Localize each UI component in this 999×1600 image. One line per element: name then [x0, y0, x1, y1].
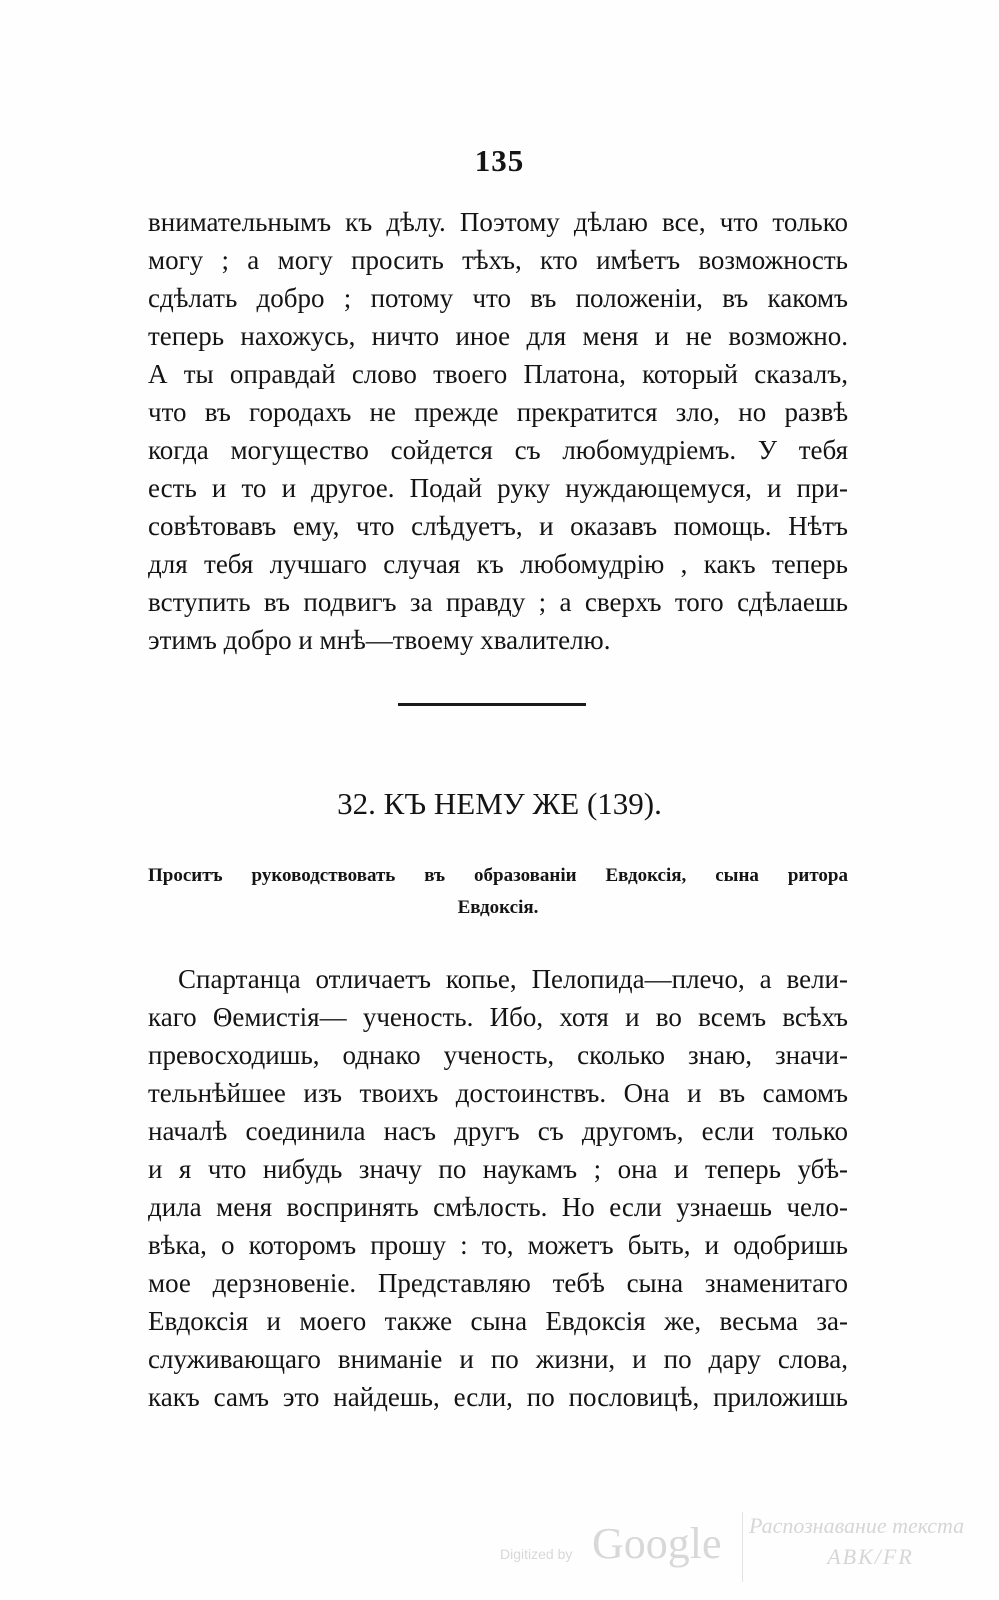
ocr-watermark-title: Распознавание текста — [749, 1513, 965, 1538]
text-line: дила меня воспринять смѣлость. Но если узнаешь чело- — [148, 1192, 848, 1222]
text-line: этимъ добро и мнѣ—твоему хвалителю. — [148, 625, 611, 655]
text-line: какъ самъ это найдешь, если, по пословицѣ, приложишь — [148, 1382, 848, 1412]
text-line: могу ; а могу просить тѣхъ, кто имѣетъ возможность — [148, 245, 848, 275]
text-line: мое дерзновеніе. Представляю тебѣ сына знаменитаго — [148, 1268, 848, 1298]
digitized-by-label: Digitized by — [500, 1546, 573, 1562]
text-line: А ты оправдай слово твоего Платона, который сказалъ, — [148, 359, 848, 389]
text-line: сдѣлать добро ; потому что въ положеніи, въ какомъ — [148, 283, 848, 313]
text-line: и я что нибудь значу по наукамъ ; она и теперь убѣ- — [148, 1154, 848, 1184]
summary-line: Проситъ руководствовать въ образованіи Евдоксія, сына ритора — [148, 865, 848, 886]
text-line: началѣ соединила насъ другъ съ другомъ, если только — [148, 1116, 848, 1146]
page-number: 135 — [474, 143, 525, 178]
summary-line: Евдоксія. — [457, 897, 539, 918]
google-watermark — [500, 1518, 730, 1578]
ocr-watermark — [742, 1512, 992, 1582]
text-line: когда могущество сойдется съ любомудріемъ. У тебя — [148, 435, 848, 465]
text-line: служивающаго вниманіе и по жизни, и по дару слова, — [148, 1344, 848, 1374]
text-line: внимательнымъ къ дѣлу. Поэтому дѣлаю все, что только — [148, 207, 848, 237]
text-line: теперь нахожусь, ничто иное для меня и не возможно. — [148, 321, 848, 351]
text-line: что въ городахъ не прежде прекратится зло, но развѣ — [148, 397, 848, 427]
text-line: Спартанца отличаетъ копье, Пелопида—плечо, а вели- — [178, 964, 848, 994]
letter-heading: 32. КЪ НЕМУ ЖЕ (139). — [337, 786, 662, 821]
text-line: есть и то и другое. Подай руку нуждающемуся, и при- — [148, 473, 848, 503]
text-line: превосходишь, однако ученость, сколько знаю, значи- — [148, 1040, 848, 1070]
text-line: вступить въ подвигъ за правду ; а сверхъ того сдѣлаешь — [148, 587, 848, 617]
text-line: Евдоксія и моего также сына Евдоксія же, весьма за- — [148, 1306, 848, 1336]
section-divider — [398, 703, 586, 706]
text-line: каго Θемистія— ученость. Ибо, хотя и во всемъ всѣхъ — [148, 1002, 848, 1032]
text-line: для тебя лучшаго случая къ любомудрію , какъ теперь — [148, 549, 848, 579]
google-logo: Google — [592, 1519, 722, 1568]
text-line: вѣка, о которомъ прошу : то, можетъ быть, и одобришь — [148, 1230, 848, 1260]
letter-body — [148, 960, 848, 1416]
text-line: тельнѣйшее изъ твоихъ достоинствъ. Она и въ самомъ — [148, 1078, 848, 1108]
letter-summary — [148, 860, 848, 924]
text-line: совѣтовавъ ему, что слѣдуетъ, и оказавъ помощь. Нѣтъ — [148, 511, 848, 541]
ocr-watermark-credit: ABK/FR — [827, 1544, 914, 1569]
continued-text — [148, 203, 848, 659]
